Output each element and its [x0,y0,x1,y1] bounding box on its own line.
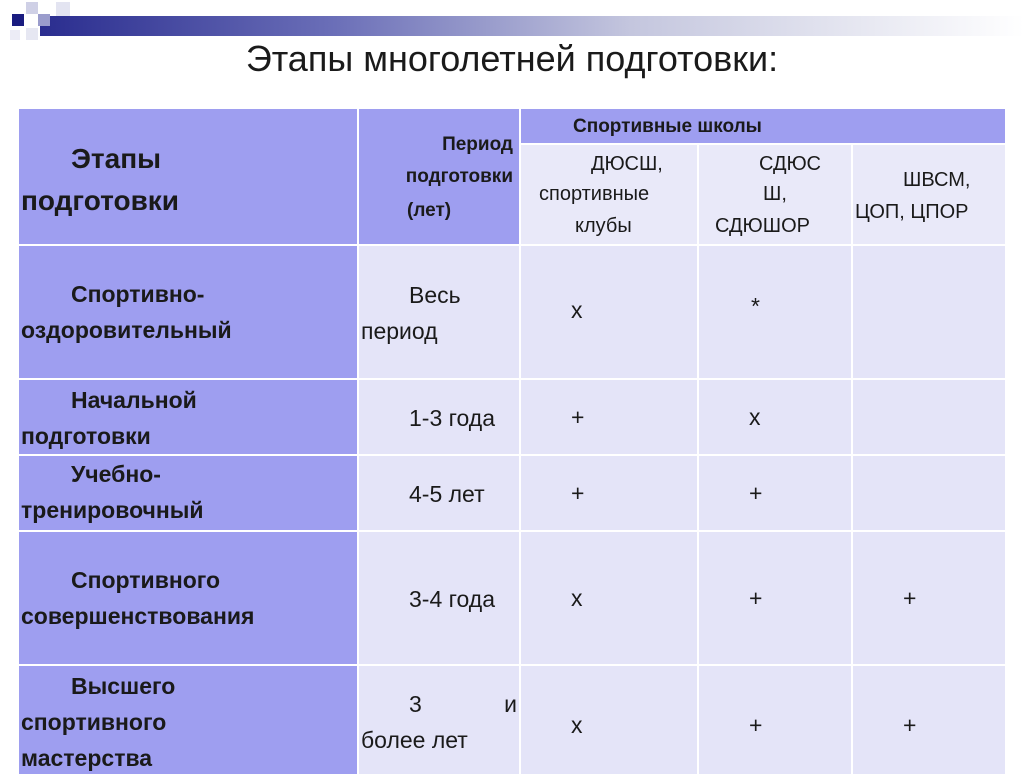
header-stages-line2: подготовки [21,185,180,216]
decor-square [12,14,24,26]
header-period-line1: Период [442,134,513,155]
mark-value: * [751,293,760,319]
period-line1-suffix: и [504,691,517,717]
table-row-col3-cell [852,665,1006,775]
table-row-stage-cell [18,455,358,531]
header-period-line3: (лет) [407,200,452,221]
decor-square [56,2,70,16]
header-col3-line2: ЦОП, ЦПОР [855,201,969,223]
stage-label-line2: подготовки [21,423,151,449]
mark-value: + [571,480,585,506]
period-line2: более лет [361,727,468,753]
table-row-col2-cell [698,531,852,665]
header-stages-line1: Этапы [71,143,162,174]
table-row-col3-cell [852,531,1006,665]
table-row-col3-cell [852,379,1006,455]
period-line1: 3 [409,691,422,717]
stage-label-line2: спортивного [21,709,167,735]
header-gradient-bar [40,16,1024,36]
stages-table [18,108,1006,771]
table-row-col2-cell [698,379,852,455]
mark-value: х [571,712,583,738]
period-line1: 4-5 лет [409,481,485,507]
table-row-col2-cell [698,455,852,531]
header-col1-cell [520,144,698,245]
header-col2-cell [698,144,852,245]
table-row-col1-cell [520,379,698,455]
header-stages-cell [18,108,358,245]
header-col2-line2: Ш, [763,183,787,205]
table-row-col1-cell [520,455,698,531]
header-period-line2: подготовки [405,166,513,187]
table-row-col3-cell [852,455,1006,531]
stage-label-line3: мастерства [21,745,153,771]
stage-label-line1: Высшего [71,673,176,699]
period-line1: 3-4 года [409,586,496,612]
header-col1-line2: спортивные [539,183,650,205]
table-row-period-cell [358,455,520,531]
stage-label-line2: совершенствования [21,603,255,629]
header-col3-line1: ШВСМ, [903,169,971,191]
header-schools-label: Спортивные школы [573,116,762,137]
mark-value: + [749,480,763,506]
stage-label-line1: Спортивного [71,567,221,593]
mark-value: + [903,585,917,611]
stage-label-line2: тренировочный [21,497,204,523]
table-row-period-cell [358,379,520,455]
mark-value: + [749,585,763,611]
mark-value: + [571,404,585,430]
slide-title: Этапы многолетней подготовки: [245,38,779,79]
header-col1-line3: клубы [575,215,632,237]
header-period-cell [358,108,520,245]
mark-value: х [571,585,583,611]
table-row-col2-cell [698,245,852,379]
header-col2-line3: СДЮШОР [715,215,810,237]
mark-value: + [749,712,763,738]
decor-square [26,2,38,14]
table-row-period-cell [358,531,520,665]
table-row-col3-cell [852,245,1006,379]
mark-value: + [903,712,917,738]
stage-label-line1: Начальной [71,387,197,413]
header-schools-cell [520,108,1006,144]
period-line1: 1-3 года [409,405,496,431]
header-col3-cell [852,144,1006,245]
table-row-period-cell [358,665,520,775]
table-row-stage-cell [18,245,358,379]
stage-label-line2: оздоровительный [21,317,232,343]
decor-square [38,14,50,26]
table-row-col1-cell [520,665,698,775]
table-row-col1-cell [520,245,698,379]
table-row-stage-cell [18,379,358,455]
header-col1-line1: ДЮСШ, [591,153,663,175]
stage-label-line1: Спортивно- [71,281,205,307]
mark-value: х [571,297,583,323]
stage-label-line1: Учебно- [71,461,161,487]
period-line1: Весь [409,282,461,308]
mark-value: х [749,404,761,430]
table-row-col1-cell [520,531,698,665]
header-col2-line1: СДЮС [759,153,821,175]
period-line2: период [361,318,438,344]
table-row-col2-cell [698,665,852,775]
table-row-stage-cell [18,531,358,665]
table-row-stage-cell [18,665,358,775]
table-row-period-cell [358,245,520,379]
